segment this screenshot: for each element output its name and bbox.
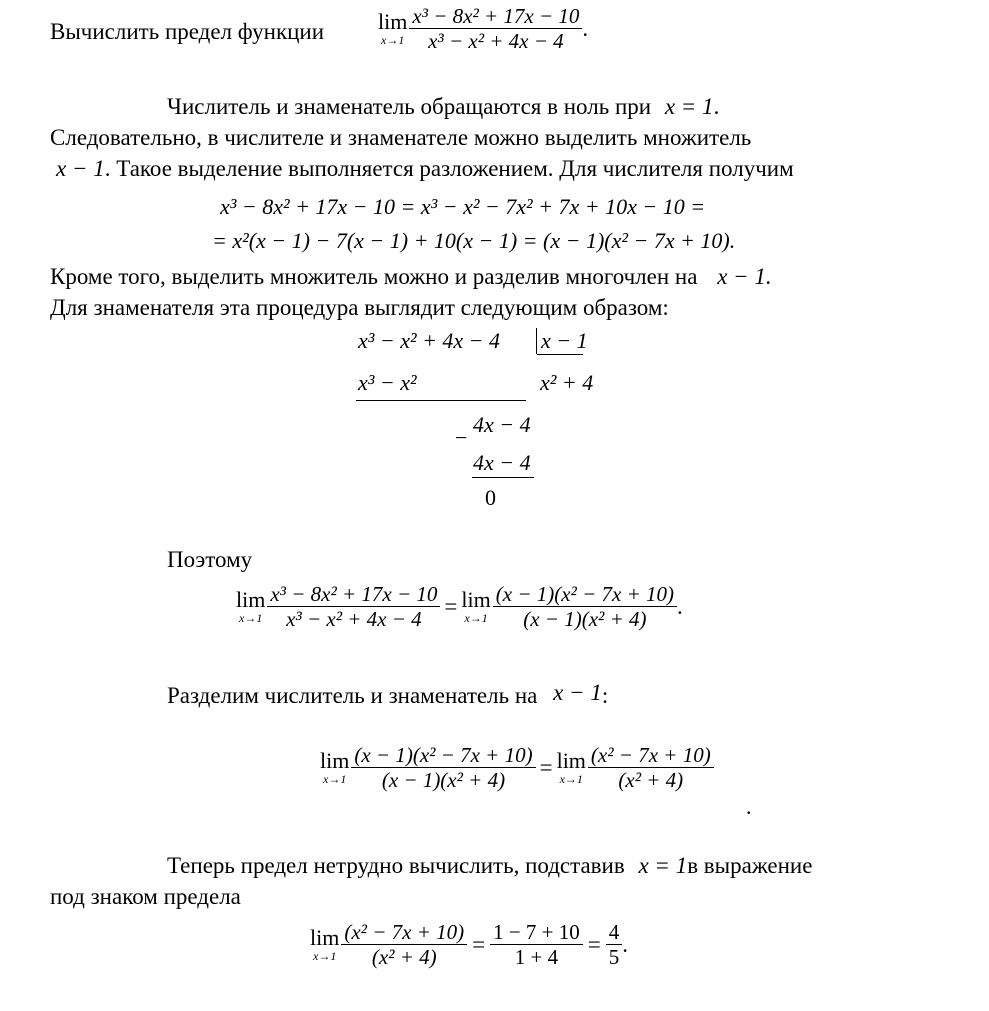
therefore-text: Поэтому — [167, 547, 253, 572]
division-first-subtrahend: x³ − x² — [358, 370, 417, 395]
divisor-underline — [537, 354, 583, 355]
division-second-subtrahend: 4x − 4 — [473, 450, 531, 475]
para2-line2: Для знаменателя эта процедура выглядит следующим образом: — [50, 295, 669, 320]
main-numerator: x³ − 8x² + 17x − 10 — [409, 4, 582, 29]
factor-text: x − 1 — [56, 156, 105, 181]
main-limit-expression: lim x→1 $\frac{\text{x³ − 8x² + 17x − 10}}{\text{x³ − x² + 4x − 4}}$ . — [378, 4, 589, 54]
limit-equation-4: lim x→1 $\frac{\text{(x² − 7x + 10)}}{\text{(x² + 4)}}$ = $\frac{1 - 7 + 10}{1 + 4}$ = $\frac{4}{5}$ . — [310, 920, 629, 970]
zero-condition: x = 1 — [664, 94, 714, 119]
division-dividend: x³ − x² + 4x − 4 — [358, 328, 501, 353]
main-denominator: x³ − x² + 4x − 4 — [428, 29, 564, 54]
limit-equation-2: lim x→1 $\frac{\text{x³ − 8x² + 17x − 10}}{\text{x³ − x² + 4x − 4}}$ = lim x→1 $\frac{\text{(x − 1)(x² − 7x + 10)}}{\text{(x − 1)(x² + 4)}}$ . — [236, 582, 683, 632]
para4-line1: Теперь предел нетрудно вычислить, подставив x = 1в выражение — [167, 853, 813, 878]
para1-line2: Следовательно, в числителе и знаменателе можно выделить множитель — [50, 125, 752, 150]
division-remainder1: 4x − 4 — [473, 412, 531, 437]
limit-equation-3: lim x→1 $\frac{\text{(x − 1)(x² − 7x + 10)}}{\text{(x − 1)(x² + 4)}}$ = lim x→1 $\frac{\text{(x² − 7x + 10)}}{\text{(x² + 4)}}$ — [320, 743, 714, 792]
problem-statement — [50, 20, 324, 43]
para4-line2: под знаком предела — [50, 884, 241, 909]
division-result: 0 — [485, 485, 496, 510]
division-line-1 — [356, 400, 526, 401]
limit-operator: lim x→1 — [378, 9, 408, 48]
division-minus: − — [455, 425, 468, 450]
main-fraction — [409, 4, 582, 53]
division-line-2 — [472, 477, 534, 478]
intro-text: Вычислить предел функции — [50, 19, 325, 44]
division-divisor: x − 1 — [541, 328, 588, 353]
para2-line1: Кроме того, выделить множитель можно и разделив многочлен на x − 1. — [50, 264, 772, 289]
para1-line3: x − 1. Такое выделение выполняется разложением. Для числителя получим — [56, 156, 794, 181]
division-quotient: x² + 4 — [540, 370, 594, 395]
para1-line1: Числитель и знаменатель обращаются в ноль при x = 1. — [167, 94, 720, 119]
division-bar-vertical — [536, 328, 537, 354]
eq3-period: . — [746, 794, 752, 819]
numerator-expansion-line2: = x²(x − 1) − 7(x − 1) + 10(x − 1) = (x − 1)(x² − 7x + 10). — [212, 228, 736, 253]
divide-instruction: Разделим числитель и знаменатель на x − 1: — [167, 680, 609, 708]
numerator-expansion-line1: x³ − 8x² + 17x − 10 = x³ − x² − 7x² + 7x + 10x − 10 = — [220, 194, 706, 219]
